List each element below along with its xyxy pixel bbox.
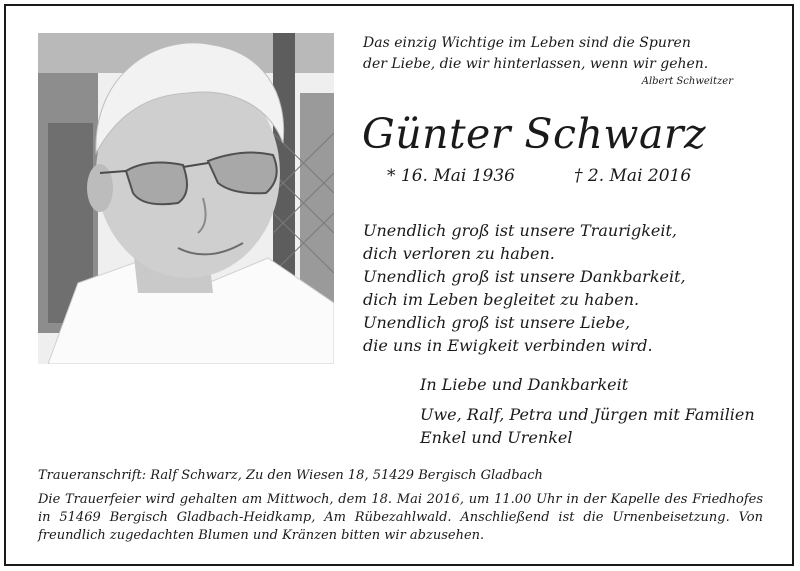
quote-line: Das einzig Wichtige im Leben sind die Spuren: [363, 35, 691, 51]
memorial-poem: [363, 219, 686, 357]
ceremony-info: Die Trauerfeier wird gehalten am Mittwoch, dem 18. Mai 2016, um 11.00 Uhr in der Kapelle des Friedhofes in 51469 Bergisch Gladbach-Heidkamp, Am Rübezahlwald. Anschließend ist die Urnenbeisetzung. Von freundlich zugedachten Blumen und Kränzen bitten wir abzusehen.: [38, 492, 763, 543]
signers: [420, 403, 755, 449]
quote-text: [363, 33, 743, 75]
death-date: † 2. Mai 2016: [574, 166, 692, 186]
closing-section: [420, 373, 755, 449]
birth-date: * 16. Mai 1936: [387, 166, 515, 186]
quote-author: Albert Schweitzer: [641, 76, 733, 87]
poem-line: dich verloren zu haben.: [363, 244, 555, 263]
poem-line: Unendlich groß ist unsere Dankbarkeit,: [363, 267, 686, 286]
deceased-name: Günter Schwarz: [362, 110, 707, 158]
poem-line: die uns in Ewigkeit verbinden wird.: [363, 336, 653, 355]
signer-line: Enkel und Urenkel: [420, 428, 573, 447]
portrait-illustration: [38, 33, 334, 364]
poem-line: Unendlich groß ist unsere Traurigkeit,: [363, 221, 677, 240]
poem-line: dich im Leben begleitet zu haben.: [363, 290, 640, 309]
portrait-photo: [38, 33, 334, 364]
poem-line: Unendlich groß ist unsere Liebe,: [363, 313, 631, 332]
signer-line: Uwe, Ralf, Petra und Jürgen mit Familien: [420, 405, 755, 424]
mourning-address: Traueranschrift: Ralf Schwarz, Zu den Wiesen 18, 51429 Bergisch Gladbach: [38, 468, 543, 483]
quote-line: der Liebe, die wir hinterlassen, wenn wir gehen.: [363, 56, 709, 72]
closing-greeting: In Liebe und Dankbarkeit: [420, 375, 629, 394]
